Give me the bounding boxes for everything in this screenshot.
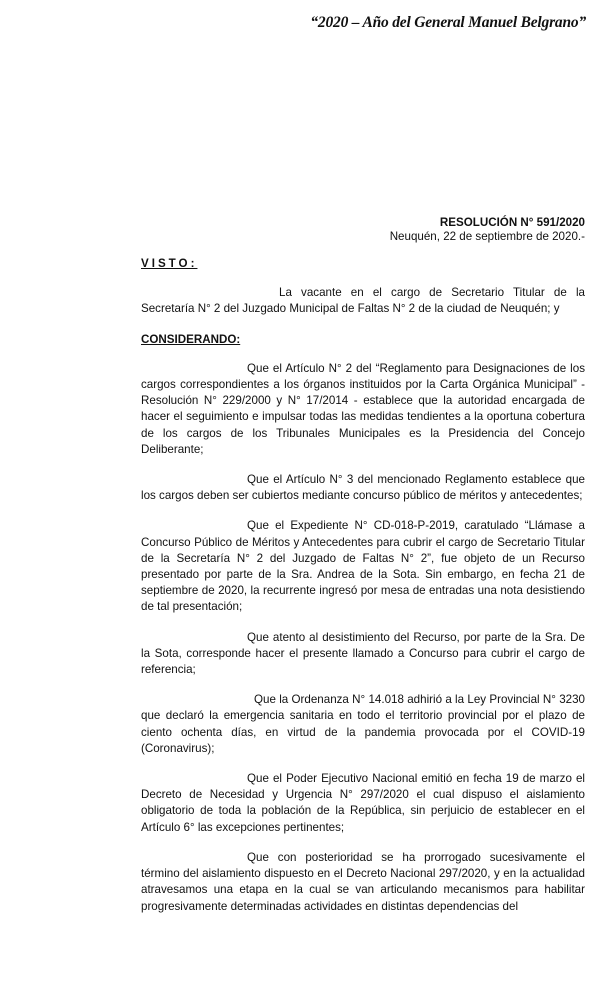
visto-paragraph: La vacante en el cargo de Secretario Titular de la Secretaría N° 2 del Juzgado Municipal de Faltas N° 2 de la ciudad de Neuquén; y bbox=[141, 286, 585, 316]
document-body bbox=[141, 256, 585, 929]
header-motto: “2020 – Año del General Manuel Belgrano” bbox=[310, 14, 586, 31]
considerando-paragraph-4: Que atento al desistimiento del Recurso, por parte de la Sra. De la Sota, corresponde hacer el presente llamado a Concurso para cubrir el cargo de referencia; bbox=[141, 630, 585, 677]
considerando-heading: CONSIDERANDO: bbox=[141, 332, 241, 346]
considerando-paragraph-6: Que el Poder Ejecutivo Nacional emitió en fecha 19 de marzo el Decreto de Necesidad y Urgencia N° 297/2020 el cual dispuso el aislamiento obligatorio de toda la población de la República, sin perjuicio de establecer en el Artículo 6° las excepciones pertinentes; bbox=[141, 772, 585, 834]
considerando-paragraph-3: Que el Expediente N° CD-018-P-2019, caratulado “Llámase a Concurso Público de Méritos y Antecedentes para cubrir el cargo de Secretario Titular de la Secretaría N° 2 del Juzgado de Faltas N° 2”, fue objeto de un Recurso presentado por parte de la Sra. Andrea de la Sota. Sin embargo, en fecha 21 de septiembre de 2020, la recurrente ingresó por mesa de entradas una nota desistiendo de tal presentación; bbox=[141, 519, 585, 614]
visto-heading: VISTO: bbox=[141, 257, 198, 270]
resolution-title: RESOLUCIÓN N° 591/2020 bbox=[439, 216, 585, 229]
resolution-header bbox=[390, 216, 585, 244]
considerando-paragraph-5: Que la Ordenanza N° 14.018 adhirió a la Ley Provincial N° 3230 que declaró la emergencia sanitaria en todo el territorio provincial por el plazo de ciento ochenta días, en virtud de la pandemia provocada por el COVID-19 (Coronavirus); bbox=[141, 693, 585, 755]
considerando-paragraph-7: Que con posterioridad se ha prorrogado sucesivamente el término del aislamiento dispuesto en el Decreto Nacional 297/2020, y en la actualidad atravesamos una etapa en la cual se van articulando mecanismos para habilitar progresivamente determinadas actividades en distintas dependencias del bbox=[141, 850, 585, 913]
considerando-paragraph-1: Que el Artículo N° 2 del “Reglamento para Designaciones de los cargos correspondientes a los órganos instituidos por la Carta Orgánica Municipal” - Resolución N° 229/2000 y N° 17/2014 - establece que la autoridad encargada de hacer el seguimiento e impulsar todas las medidas tendientes a la oportuna cobertura de los cargos de los Tribunales Municipales es la Presidencia del Concejo Deliberante; bbox=[141, 361, 585, 456]
considerando-paragraph-2: Que el Artículo N° 3 del mencionado Reglamento establece que los cargos deben ser cubiertos mediante concurso público de méritos y antecedentes; bbox=[141, 473, 585, 503]
resolution-place-date: Neuquén, 22 de septiembre de 2020.- bbox=[389, 230, 585, 243]
